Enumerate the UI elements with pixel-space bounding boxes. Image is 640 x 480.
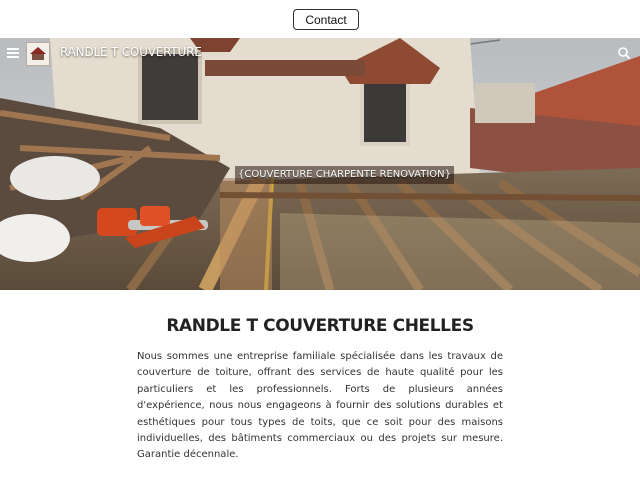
hero-tagline: {COUVERTURE CHARPENTE RENOVATION} xyxy=(235,166,454,184)
search-icon[interactable] xyxy=(617,46,631,60)
page-title: RANDLE T COUVERTURE CHELLES xyxy=(166,316,474,336)
hero-banner-image xyxy=(0,38,640,290)
contact-button[interactable]: Contact xyxy=(293,9,359,30)
top-bar xyxy=(0,0,640,38)
site-title[interactable]: RANDLE T COUVERTURE xyxy=(60,45,202,59)
hamburger-menu-icon[interactable] xyxy=(7,48,19,58)
roof-renovation-photo xyxy=(0,38,640,290)
company-logo[interactable] xyxy=(26,42,50,66)
company-description: Nous sommes une entreprise familiale spécialisée dans les travaux de couverture de toiture, offrant des services de haute qualité pour les particuliers et les professionnels. Forts de plusieurs années d'expérience, nous nous engageons à fournir des solutions durables et esthétiques pour tous types de toits, que ce soit pour des maisons individuelles, des bâtiments commerciaux ou des projets sur mesure. Garantie décennale. xyxy=(137,351,503,461)
